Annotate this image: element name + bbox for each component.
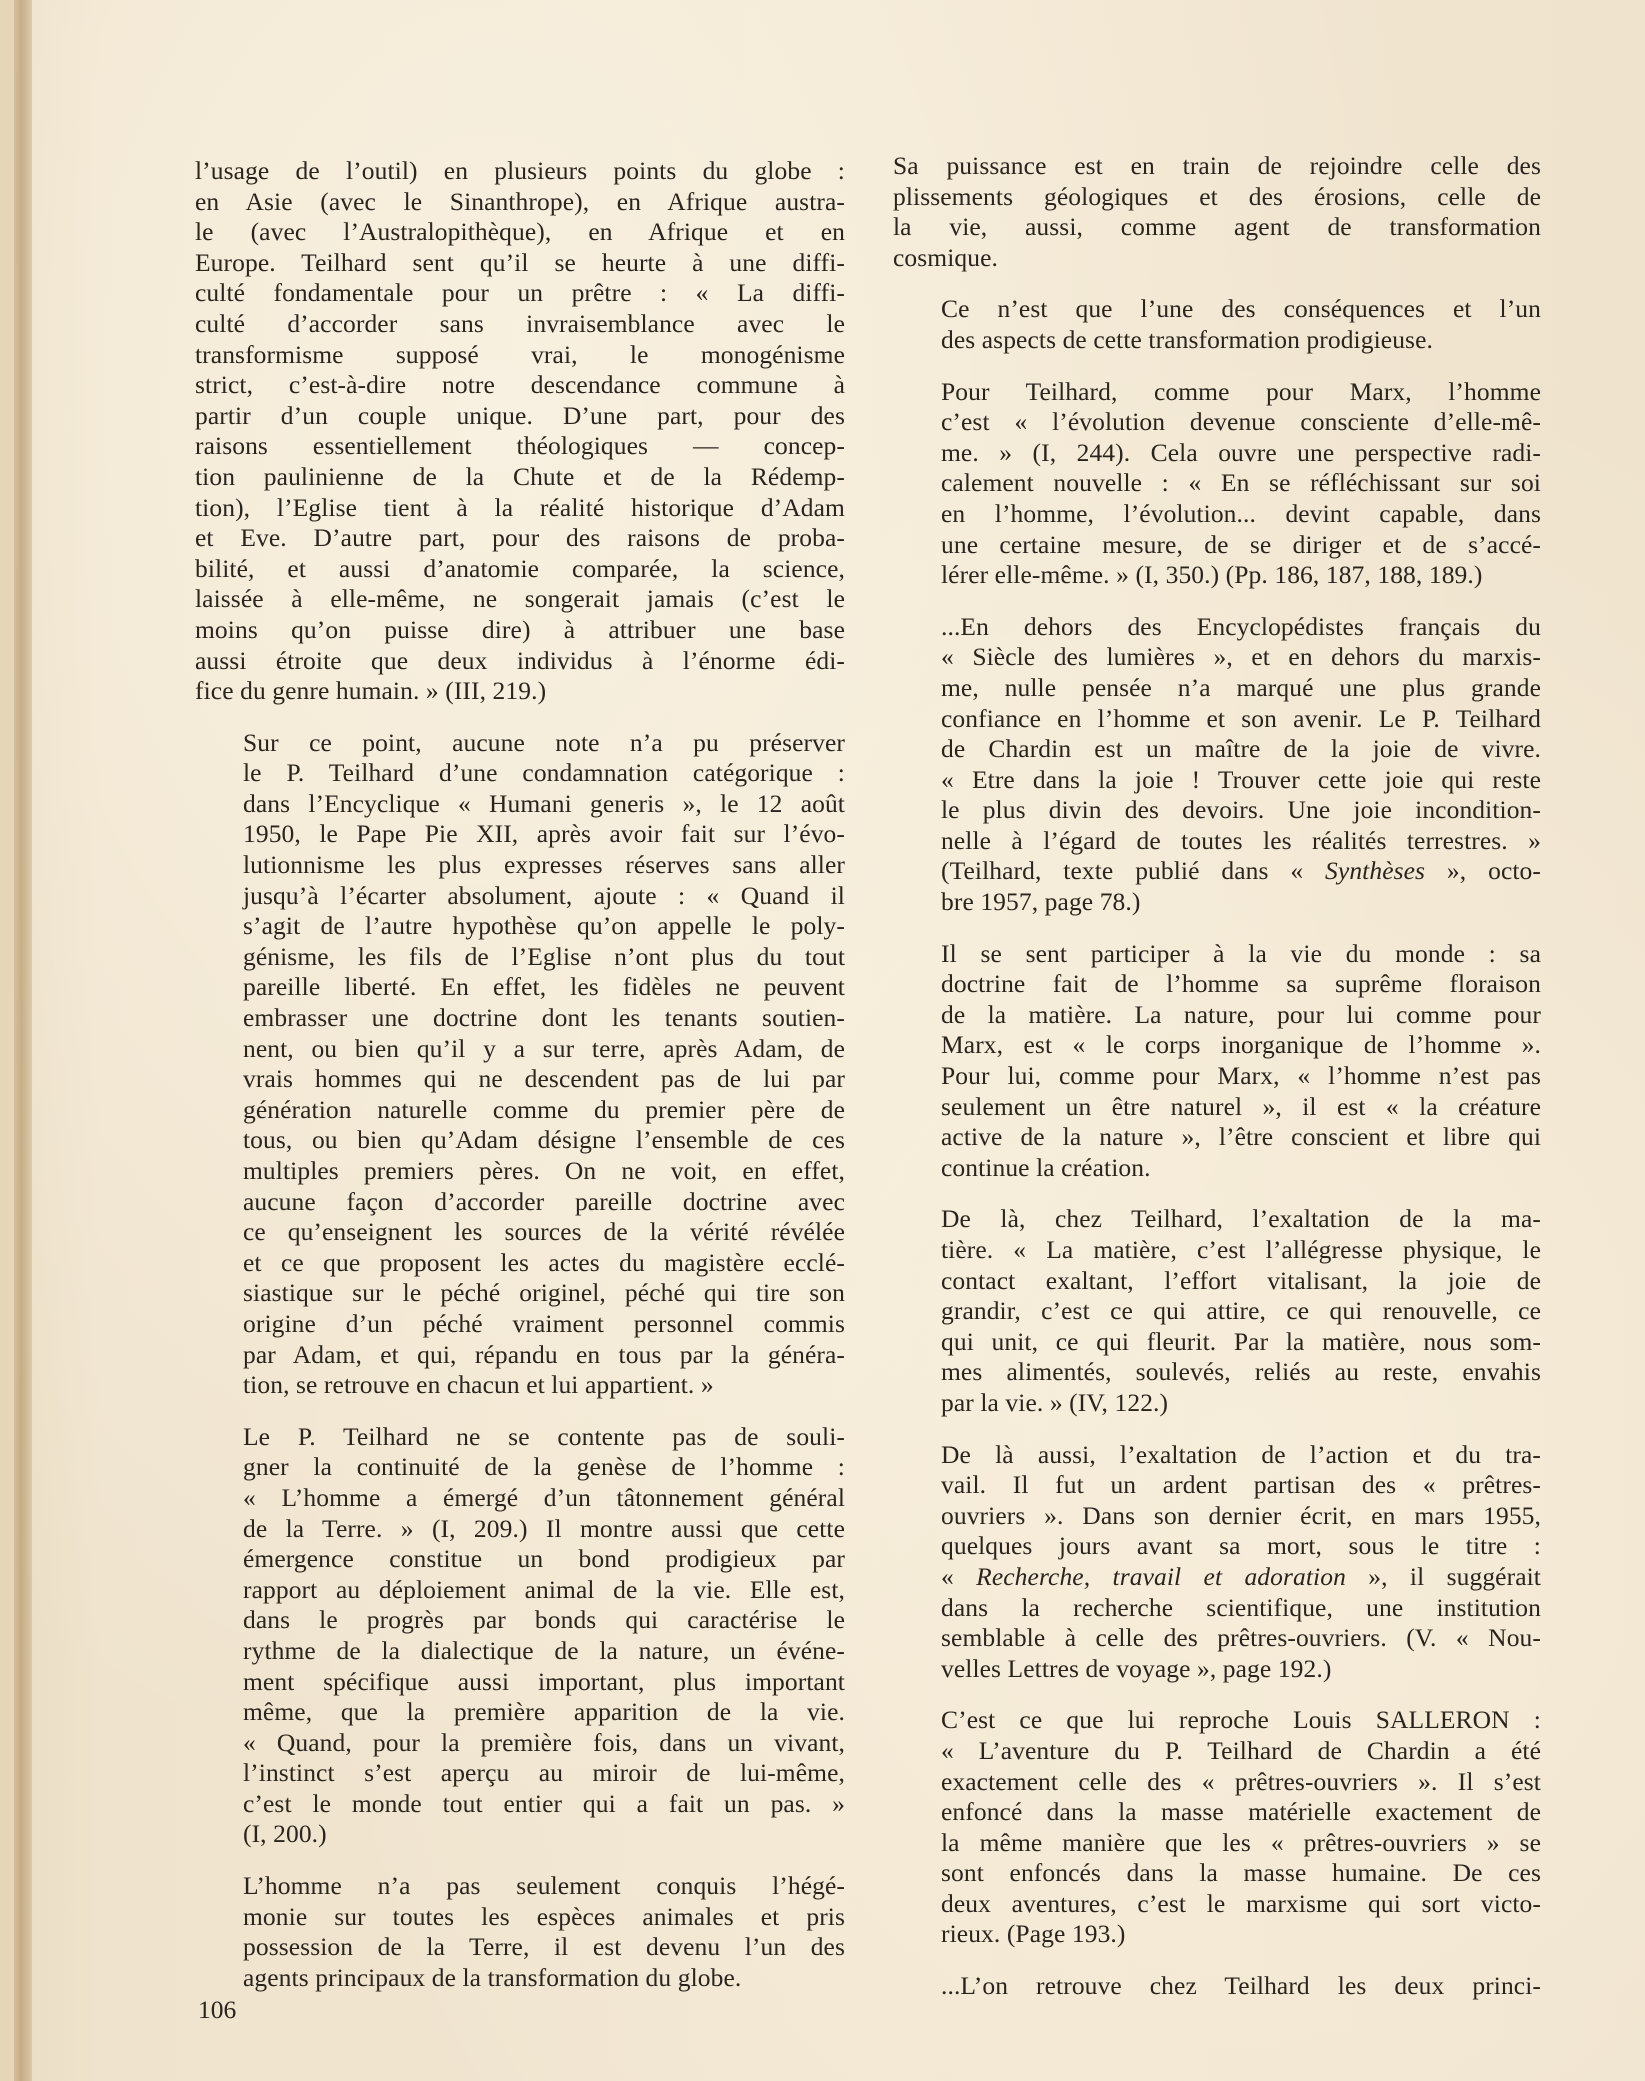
text-line: sont enfoncés dans la masse humaine. De ces: [941, 1858, 1541, 1888]
text-line: la même manière que les « prêtres-ouvriers » se: [941, 1827, 1541, 1857]
text-line: L’homme n’a pas seulement conquis l’hégé-: [243, 1871, 845, 1901]
text-line: génisme, les fils de l’Eglise n’ont plus du tout: [243, 941, 845, 971]
text-line: ment spécifique aussi important, plus important: [243, 1666, 845, 1696]
text-line: jusqu’à l’écarter absolument, ajoute : « Quand il: [243, 880, 845, 910]
text-line: C’est ce que lui reproche Louis SALLERON :: [941, 1705, 1541, 1735]
paragraph: [893, 1705, 1541, 1950]
text-line: rapport au déploiement animal de la vie. Elle est,: [243, 1574, 845, 1604]
text-line: continue la création.: [941, 1152, 1151, 1182]
paragraph: [195, 1871, 845, 1993]
text-line: c’est « l’évolution devenue consciente d’elle-mê-: [941, 407, 1541, 437]
text-line: siastique sur le péché originel, péché qui tire son: [243, 1278, 845, 1308]
text-line: « L’aventure du P. Teilhard de Chardin a été: [941, 1735, 1541, 1765]
text-line: seulement un être naturel », il est « la créature: [941, 1091, 1541, 1121]
text-line: enfoncé dans la masse matérielle exactement de: [941, 1797, 1541, 1827]
text-line: dans l’Encyclique « Humani generis », le 12 août: [243, 788, 845, 818]
paragraph: [195, 728, 845, 1401]
text-line: nent, ou bien qu’il y a sur terre, après Adam, de: [243, 1033, 845, 1063]
text-line: Pour lui, comme pour Marx, « l’homme n’est pas: [941, 1061, 1541, 1091]
text-line: laissée à elle-même, ne songerait jamais (c’est le: [195, 584, 845, 614]
text-line: raisons essentiellement théologiques — concep-: [195, 431, 845, 461]
text-line: et Eve. D’autre part, pour des raisons de proba-: [195, 523, 845, 553]
text-line: doctrine fait de l’homme sa suprême floraison: [941, 969, 1541, 999]
text-line: ce qu’enseignent les sources de la vérité révélée: [243, 1217, 845, 1247]
text-line: dans le progrès par bonds qui caractérise le: [243, 1605, 845, 1635]
paragraph: [195, 1422, 845, 1850]
text-line: Pour Teilhard, comme pour Marx, l’homme: [941, 376, 1541, 406]
text-line: s’agit de l’autre hypothèse qu’on appelle le poly-: [243, 911, 845, 941]
paragraph: [893, 377, 1541, 591]
text-line: c’est le monde tout entier qui a fait un pas. »: [243, 1788, 845, 1818]
text-line: tion), l’Eglise tient à la réalité historique d’Adam: [195, 492, 845, 522]
text-line: le P. Teilhard d’une condamnation catégorique :: [243, 758, 845, 788]
text-line: rythme de la dialectique de la nature, un événe-: [243, 1635, 845, 1665]
text-line: même, que la première apparition de la vie.: [243, 1697, 845, 1727]
text-line: culté fondamentale pour un prêtre : « La diffi-: [195, 278, 845, 308]
text-line: embrasser une doctrine dont les tenants soutien-: [243, 1003, 845, 1033]
text-line: cosmique.: [893, 242, 999, 272]
text-line: par Adam, et qui, répandu en tous par la généra-: [243, 1339, 845, 1369]
text-line: transformisme supposé vrai, le monogénisme: [195, 339, 845, 369]
page-number: 106: [198, 1995, 237, 2024]
text-line: deux aventures, c’est le marxisme qui sort victo-: [941, 1888, 1541, 1918]
text-line: l’instinct s’est aperçu au miroir de lui-même,: [243, 1758, 845, 1788]
text-line: rieux. (Page 193.): [941, 1919, 1126, 1949]
text-line: aucune façon d’accorder pareille doctrine avec: [243, 1186, 845, 1216]
text-line: aussi étroite que deux individus à l’énorme édi-: [195, 645, 845, 675]
text-line: tous, ou bien qu’Adam désigne l’ensemble de ces: [243, 1125, 845, 1155]
text-line: active de la nature », l’être conscient et libre qui: [941, 1122, 1541, 1152]
text-line: mes alimentés, soulevés, reliés au reste, envahis: [941, 1357, 1541, 1387]
text-line: agents principaux de la transformation du globe.: [243, 1962, 742, 1992]
text-line: possession de la Terre, il est devenu l’un des: [243, 1932, 845, 1962]
text-line: « Etre dans la joie ! Trouver cette joie qui reste: [941, 764, 1541, 794]
text-line: « Recherche, travail et adoration », il suggérait: [941, 1561, 1541, 1591]
text-line: lérer elle-même. » (I, 350.) (Pp. 186, 187, 188, 189.): [941, 560, 1483, 590]
text-line: le plus divin des devoirs. Une joie incondition-: [941, 795, 1541, 825]
text-line: en Asie (avec le Sinanthrope), en Afrique austra-: [195, 186, 845, 216]
text-line: monie sur toutes les espèces animales et pris: [243, 1901, 845, 1931]
text-line: calement nouvelle : « En se réfléchissant sur soi: [941, 468, 1541, 498]
paragraph: [893, 151, 1541, 273]
text-line: génération naturelle comme du premier père de: [243, 1094, 845, 1124]
page-edge: [14, 0, 32, 2081]
paragraph: [893, 1971, 1541, 2002]
text-line: Ce n’est que l’une des conséquences et l’un: [941, 294, 1541, 324]
text-line: bilité, et aussi d’anatomie comparée, la science,: [195, 553, 845, 583]
text-line: Europe. Teilhard sent qu’il se heurte à une diffi-: [195, 247, 845, 277]
text-line: culté d’accorder sans invraisemblance avec le: [195, 308, 845, 338]
text-line: De là aussi, l’exaltation de l’action et du tra-: [941, 1439, 1541, 1469]
text-line: contact exaltant, l’effort vitalisant, la joie de: [941, 1265, 1541, 1295]
text-line: en l’homme, l’évolution... devint capable, dans: [941, 498, 1541, 528]
text-line: exactement celle des « prêtres-ouvriers ». Il s’est: [941, 1766, 1541, 1796]
text-line: Le P. Teilhard ne se contente pas de souli-: [243, 1421, 845, 1451]
text-line: tion, se retrouve en chacun et lui appartient. »: [243, 1370, 714, 1400]
text-line: quelques jours avant sa mort, sous le titre :: [941, 1531, 1541, 1561]
text-line: la vie, aussi, comme agent de transformation: [893, 212, 1541, 242]
text-line: grandir, c’est ce qui attire, ce qui renouvelle, ce: [941, 1296, 1541, 1326]
text-line: multiples premiers pères. On ne voit, en effet,: [243, 1156, 845, 1185]
text-line: De là, chez Teilhard, l’exaltation de la ma-: [941, 1204, 1541, 1234]
italic-title: Recherche, travail et adoration: [976, 1561, 1346, 1591]
text-line: l’usage de l’outil) en plusieurs points du globe :: [195, 156, 845, 185]
page-binding-shadow: [0, 0, 14, 2081]
text-line: velles Lettres de voyage », page 192.): [941, 1653, 1332, 1683]
text-line: origine d’un péché vraiment personnel commis: [243, 1308, 845, 1338]
text-line: tière. « La matière, c’est l’allégresse physique, le: [941, 1235, 1541, 1264]
paragraph: [893, 294, 1541, 355]
text-line: Marx, est « le corps inorganique de l’homme ».: [941, 1030, 1541, 1060]
text-line: (I, 200.): [243, 1819, 327, 1849]
text-line: « Siècle des lumières », et en dehors du marxis-: [941, 642, 1541, 672]
text-line: fice du genre humain. » (III, 219.): [195, 676, 547, 706]
text-line: Il se sent participer à la vie du monde : sa: [941, 938, 1541, 968]
text-line: me, nulle pensée n’a marqué une plus grande: [941, 672, 1541, 702]
paragraph: [893, 612, 1541, 918]
paragraph: [893, 939, 1541, 1184]
text-line: qui unit, ce qui fleurit. Par la matière, nous som-: [941, 1326, 1541, 1356]
text-line: moins qu’on puisse dire) à attribuer une base: [195, 614, 845, 644]
text-line: ouvriers ». Dans son dernier écrit, en mars 1955,: [941, 1500, 1541, 1530]
text-line: le (avec l’Australopithèque), en Afrique et en: [195, 217, 845, 247]
left-column: [195, 156, 845, 2014]
text-line: partir d’un couple unique. D’une part, pour des: [195, 400, 845, 430]
italic-title: Synthèses: [1325, 856, 1426, 886]
text-line: vail. Il fut un ardent partisan des « prêtres-: [941, 1470, 1541, 1500]
text-line: Sur ce point, aucune note n’a pu préserver: [243, 727, 845, 757]
text-line: et ce que proposent les actes du magistère ecclé-: [243, 1247, 845, 1277]
text-line: semblable à celle des prêtres-ouvriers. (V. « Nou-: [941, 1623, 1541, 1653]
text-line: émergence constitue un bond prodigieux par: [243, 1544, 845, 1574]
text-line: nelle à l’égard de toutes les réalités terrestres. »: [941, 825, 1541, 855]
text-line: une certaine mesure, de se diriger et de s’accé-: [941, 529, 1541, 559]
text-line: ...En dehors des Encyclopédistes français du: [941, 611, 1541, 641]
text-line: de Chardin est un maître de la joie de vivre.: [941, 734, 1541, 764]
paragraph: [195, 156, 845, 707]
paragraph: [893, 1204, 1541, 1418]
text-line: de la Terre. » (I, 209.) Il montre aussi que cette: [243, 1513, 845, 1543]
text-line: bre 1957, page 78.): [941, 887, 1141, 917]
text-line: lutionnisme les plus expresses réserves sans aller: [243, 850, 845, 880]
text-line: des aspects de cette transformation prodigieuse.: [941, 324, 1433, 354]
text-line: (Teilhard, texte publié dans « Synthèses », octo-: [941, 856, 1541, 886]
text-line: 1950, le Pape Pie XII, après avoir fait sur l’évo-: [243, 819, 845, 849]
text-line: strict, c’est-à-dire notre descendance commune à: [195, 370, 845, 400]
text-line: « Quand, pour la première fois, dans un vivant,: [243, 1727, 845, 1757]
text-line: ...L’on retrouve chez Teilhard les deux princi-: [941, 1971, 1541, 2001]
text-line: vrais hommes qui ne descendent pas de lui par: [243, 1064, 845, 1094]
text-line: confiance en l’homme et son avenir. Le P. Teilhard: [941, 703, 1541, 733]
text-line: tion paulinienne de la Chute et de la Rédemp-: [195, 461, 845, 491]
text-line: plissements géologiques et des érosions, celle de: [893, 181, 1541, 211]
right-column: [893, 151, 1541, 2023]
text-line: dans la recherche scientifique, une institution: [941, 1592, 1541, 1622]
text-line: par la vie. » (IV, 122.): [941, 1387, 1169, 1417]
text-line: « L’homme a émergé d’un tâtonnement général: [243, 1482, 845, 1512]
text-line: gner la continuité de la genèse de l’homme :: [243, 1452, 845, 1482]
text-line: pareille liberté. En effet, les fidèles ne peuvent: [243, 972, 845, 1002]
paragraph: [893, 1440, 1541, 1685]
text-line: me. » (I, 244). Cela ouvre une perspective radi-: [941, 437, 1541, 467]
text-line: Sa puissance est en train de rejoindre celle des: [893, 151, 1541, 180]
text-line: de la matière. La nature, pour lui comme pour: [941, 999, 1541, 1029]
